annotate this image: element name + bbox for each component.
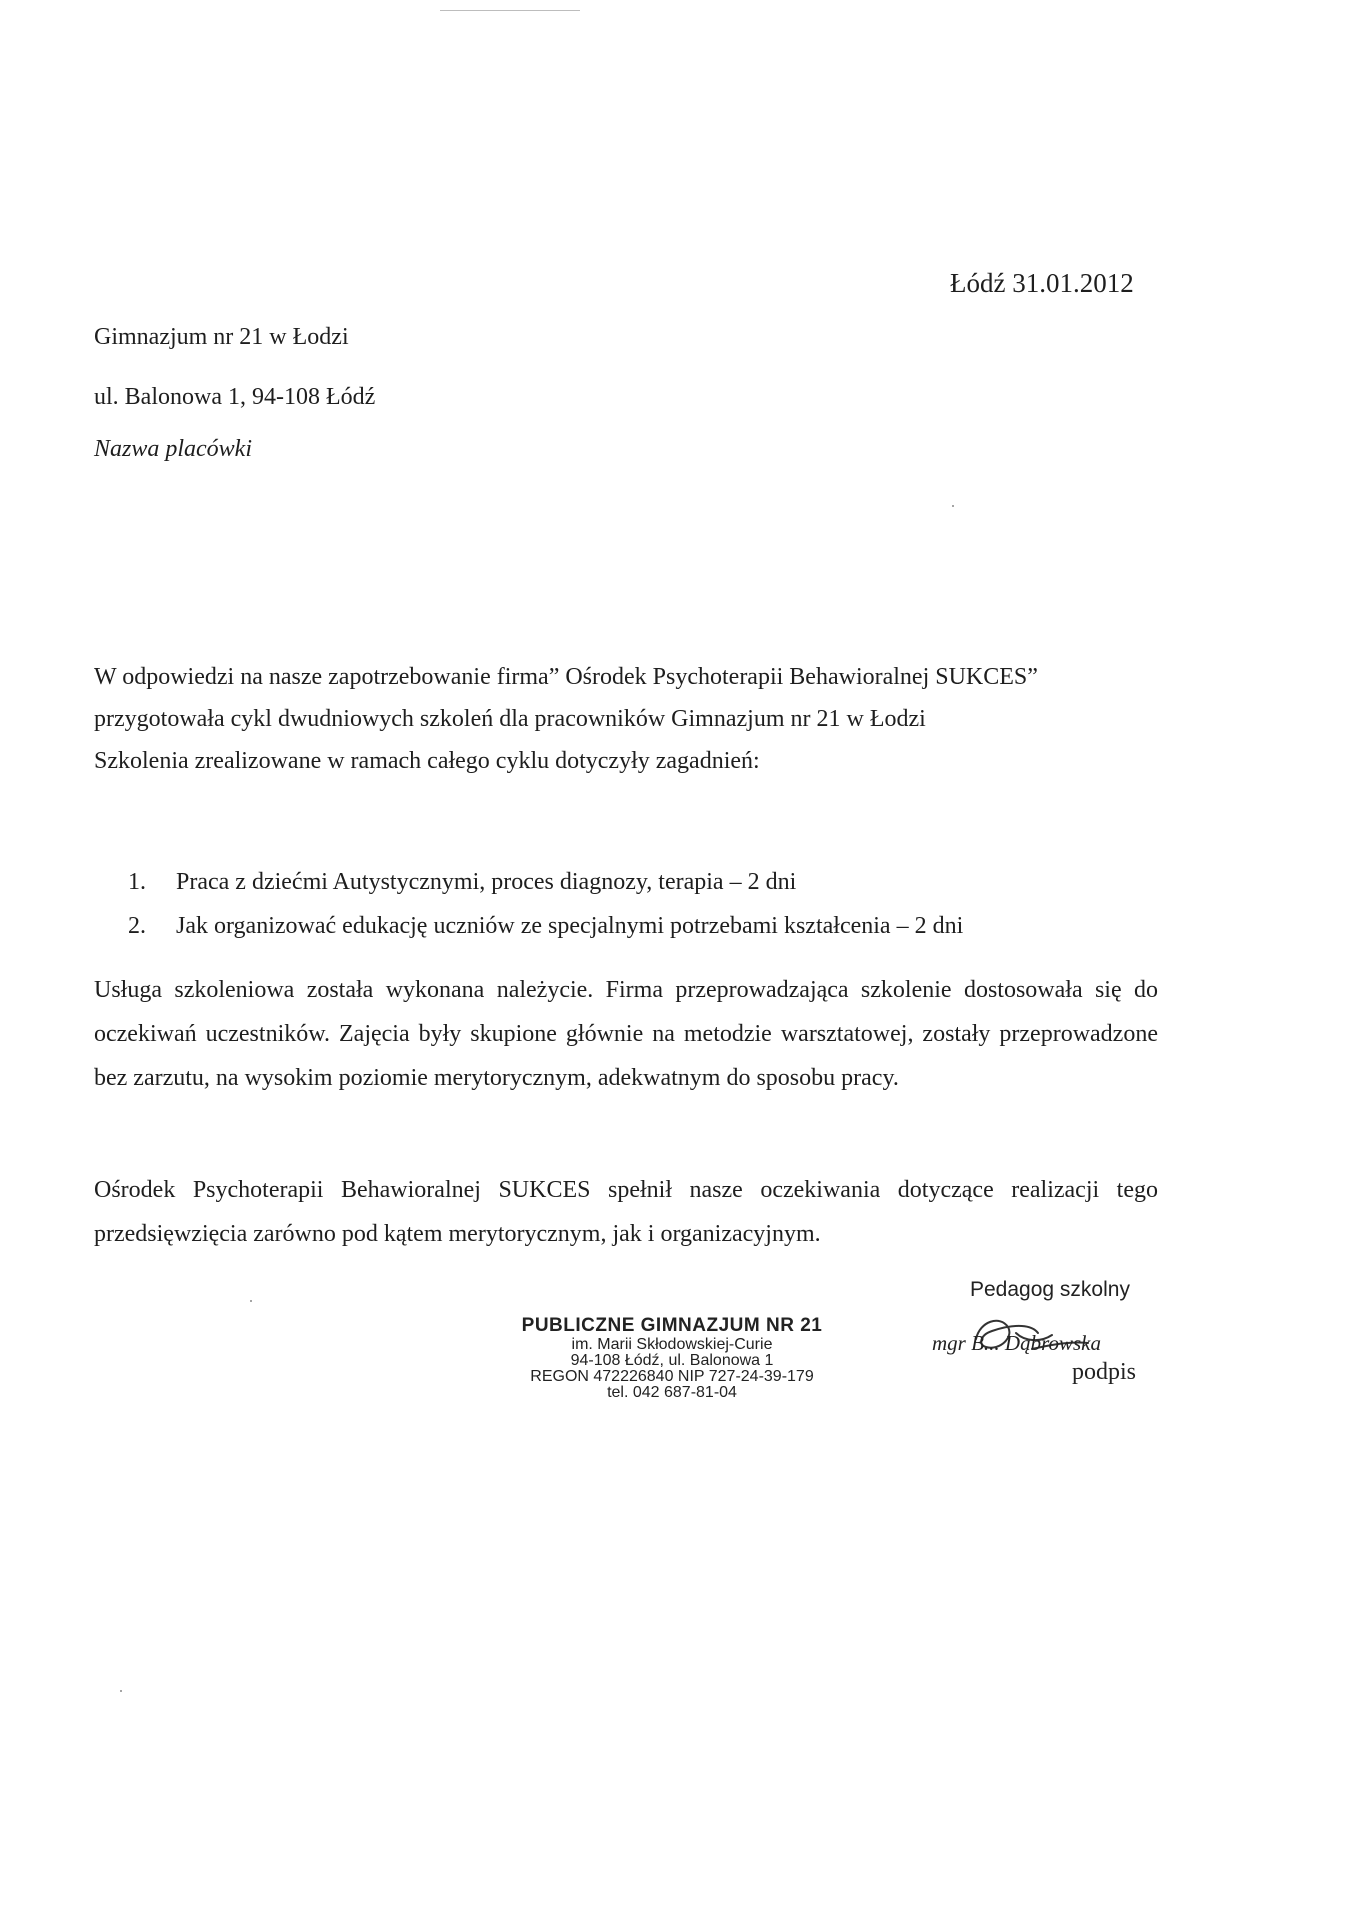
school-stamp — [512, 1315, 832, 1401]
stamp-line: 94-108 Łódź, ul. Balonowa 1 — [570, 1352, 774, 1369]
topics-lead: Szkolenia zrealizowane w ramach całego cyklu dotyczyły zagadnień: — [94, 748, 760, 774]
list-item — [128, 860, 963, 904]
letter-intro — [94, 656, 1174, 782]
scan-dot — [952, 505, 954, 507]
assessment-paragraph: Usługa szkoleniowa została wykonana należycie. Firma przeprowadzająca szkolenie dostosowała się do oczekiwań uczestników. Zajęcia były skupione głównie na metodzie warsztatowej, zostały przeprowadzone bez zarzutu, na wysokim poziomie merytorycznym, adekwatnym do sposobu pracy. — [94, 977, 1158, 1091]
signature-label: podpis — [1072, 1359, 1137, 1385]
signature-block — [920, 1275, 1180, 1415]
signature-name: mgr B... Dąbrowska — [932, 1331, 1101, 1355]
institution-address: ul. Balonowa 1, 94-108 Łódź — [94, 384, 376, 410]
stamp-title: PUBLICZNE GIMNAZJUM NR 21 — [521, 1315, 823, 1336]
conclusion-paragraph: Ośrodek Psychoterapii Behawioralnej SUKCES spełnił nasze oczekiwania dotyczące realizacji tego przedsięwzięcia zarówno pod kątem merytorycznym, jak i organizacyjnym. — [94, 1177, 1158, 1247]
stamp-line: tel. 042 687-81-04 — [607, 1384, 737, 1401]
institution-label: Nazwa placówki — [94, 436, 253, 462]
signature-role: Pedagog szkolny — [970, 1278, 1130, 1301]
list-item-number: 1. — [128, 869, 146, 895]
list-item-text: Praca z dziećmi Autystycznymi, proces diagnozy, terapia – 2 dni — [176, 869, 797, 895]
stamp-line: im. Marii Skłodowskiej-Curie — [571, 1336, 773, 1353]
stamp-line: REGON 472226840 NIP 727-24-39-179 — [530, 1368, 814, 1385]
scan-dot — [120, 1690, 122, 1692]
list-item — [128, 904, 963, 948]
topics-list — [128, 860, 963, 948]
list-item-text: Jak organizować edukację uczniów ze specjalnymi potrzebami kształcenia – 2 dni — [176, 913, 964, 939]
list-item-number: 2. — [128, 913, 146, 939]
letter-date: Łódź 31.01.2012 — [950, 268, 1134, 298]
institution-name: Gimnazjum nr 21 w Łodzi — [94, 324, 349, 350]
intro-text: W odpowiedzi na nasze zapotrzebowanie firma” Ośrodek Psychoterapii Behawioralnej SUKCES” przygotowała cykl dwudniowych szkoleń dla pracowników Gimnazjum nr 21 w Łodzi — [94, 664, 1038, 732]
scan-dot — [250, 1300, 252, 1302]
scan-artifact-line — [440, 10, 580, 11]
